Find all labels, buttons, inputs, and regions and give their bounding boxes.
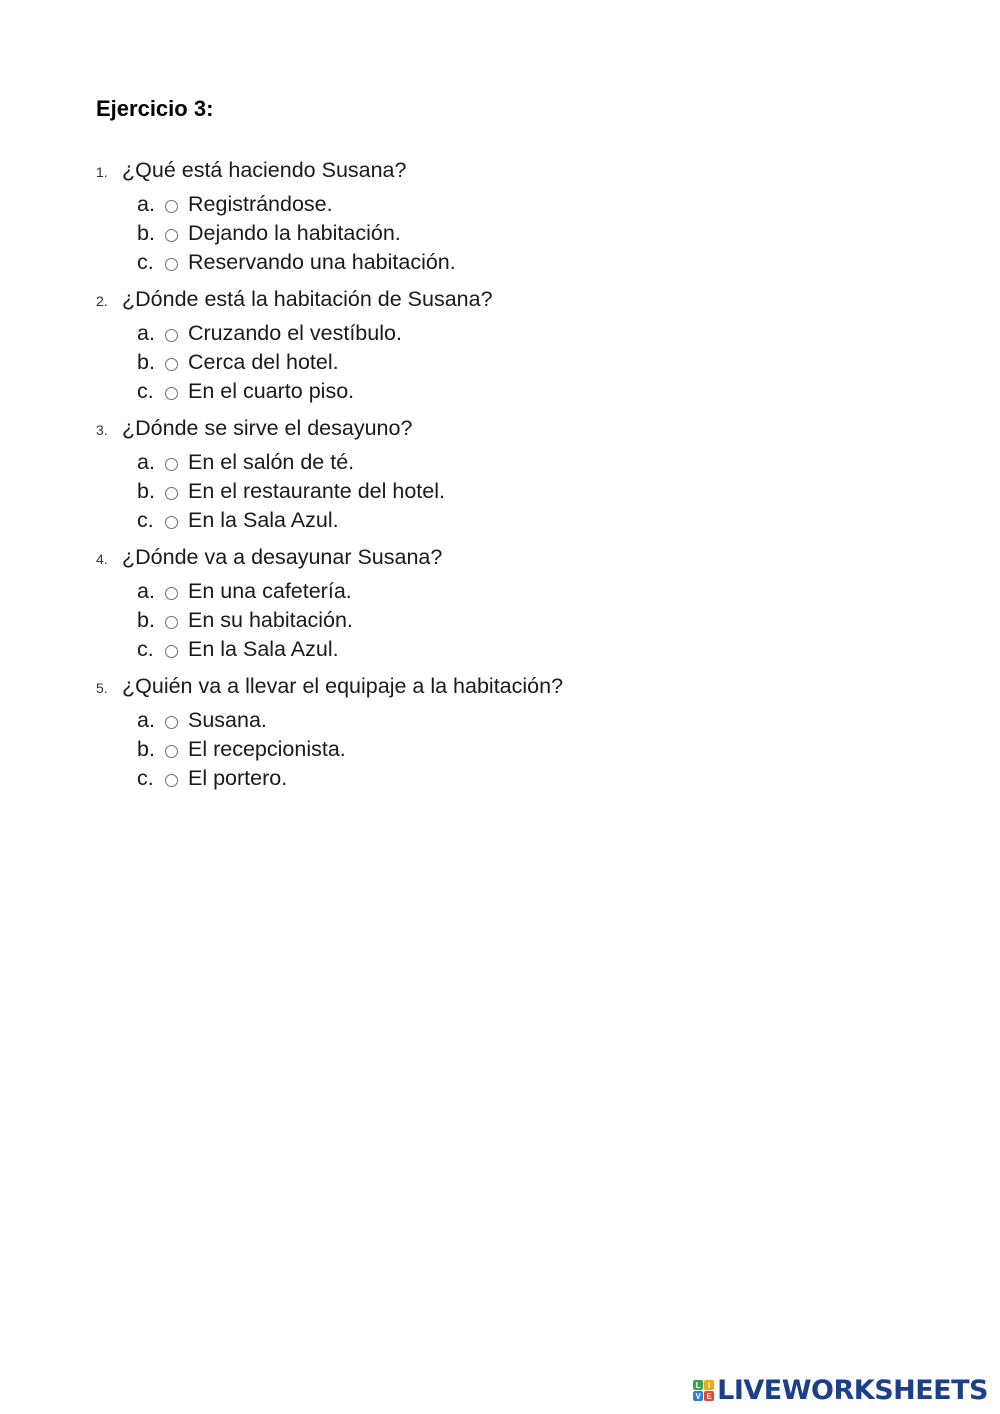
option-letter: b. — [137, 350, 155, 374]
option-text: Reservando una habitación. — [188, 250, 456, 274]
answer-option[interactable] — [96, 735, 896, 764]
option-text: Registrándose. — [188, 192, 333, 216]
logo-mark-square: I — [704, 1380, 714, 1390]
option-letter: c. — [137, 766, 154, 790]
option-text: En su habitación. — [188, 608, 353, 632]
option-letter: b. — [137, 221, 155, 245]
option-text: En la Sala Azul. — [188, 637, 339, 661]
option-letter: b. — [137, 737, 155, 761]
option-text: En la Sala Azul. — [188, 508, 339, 532]
option-text: En el salón de té. — [188, 450, 355, 474]
option-letter: a. — [137, 708, 155, 732]
question-line — [96, 674, 896, 706]
question-item — [96, 416, 896, 535]
radio-button[interactable] — [165, 716, 178, 729]
question-list — [96, 158, 896, 803]
logo-mark-icon — [693, 1380, 714, 1401]
option-letter: a. — [137, 192, 155, 216]
option-text: Susana. — [188, 708, 267, 732]
radio-button[interactable] — [165, 229, 178, 242]
answer-option[interactable] — [96, 190, 896, 219]
question-number: 1. — [96, 164, 108, 180]
question-item — [96, 158, 896, 277]
option-letter: c. — [137, 637, 154, 661]
radio-button[interactable] — [165, 516, 178, 529]
question-line — [96, 545, 896, 577]
option-letter: a. — [137, 321, 155, 345]
answer-option[interactable] — [96, 348, 896, 377]
question-number: 5. — [96, 680, 108, 696]
question-line — [96, 287, 896, 319]
question-number: 2. — [96, 293, 108, 309]
answer-option[interactable] — [96, 706, 896, 735]
question-item — [96, 674, 896, 793]
answer-option[interactable] — [96, 606, 896, 635]
question-number: 3. — [96, 422, 108, 438]
question-text: ¿Quién va a llevar el equipaje a la habitación? — [122, 674, 564, 698]
answer-option[interactable] — [96, 248, 896, 277]
option-text: Dejando la habitación. — [188, 221, 401, 245]
option-text: En el cuarto piso. — [188, 379, 355, 403]
question-text: ¿Qué está haciendo Susana? — [122, 158, 407, 182]
option-letter: b. — [137, 608, 155, 632]
answer-option[interactable] — [96, 448, 896, 477]
option-letter: a. — [137, 450, 155, 474]
answer-option[interactable] — [96, 477, 896, 506]
question-text: ¿Dónde se sirve el desayuno? — [122, 416, 413, 440]
option-text: En una cafetería. — [188, 579, 352, 603]
question-line — [96, 158, 896, 190]
answer-option[interactable] — [96, 764, 896, 793]
option-text: El recepcionista. — [188, 737, 346, 761]
radio-button[interactable] — [165, 587, 178, 600]
radio-button[interactable] — [165, 645, 178, 658]
question-text: ¿Dónde está la habitación de Susana? — [122, 287, 493, 311]
radio-button[interactable] — [165, 487, 178, 500]
logo-mark-square: L — [693, 1380, 703, 1390]
logo-mark-square: E — [704, 1391, 714, 1401]
radio-button[interactable] — [165, 616, 178, 629]
logo-mark-square: V — [693, 1391, 703, 1401]
liveworksheets-logo — [693, 1375, 988, 1406]
radio-button[interactable] — [165, 745, 178, 758]
option-text: Cerca del hotel. — [188, 350, 339, 374]
option-letter: c. — [137, 379, 154, 403]
option-text: En el restaurante del hotel. — [188, 479, 445, 503]
radio-button[interactable] — [165, 200, 178, 213]
answer-option[interactable] — [96, 319, 896, 348]
radio-button[interactable] — [165, 358, 178, 371]
option-letter: a. — [137, 579, 155, 603]
page-title: Ejercicio 3: — [96, 96, 214, 121]
answer-option[interactable] — [96, 219, 896, 248]
option-letter: c. — [137, 508, 154, 532]
radio-button[interactable] — [165, 329, 178, 342]
answer-option[interactable] — [96, 506, 896, 535]
answer-option[interactable] — [96, 635, 896, 664]
question-item — [96, 287, 896, 406]
question-text: ¿Dónde va a desayunar Susana? — [122, 545, 443, 569]
option-text: El portero. — [188, 766, 288, 790]
radio-button[interactable] — [165, 387, 178, 400]
option-text: Cruzando el vestíbulo. — [188, 321, 402, 345]
answer-option[interactable] — [96, 577, 896, 606]
question-line — [96, 416, 896, 448]
radio-button[interactable] — [165, 458, 178, 471]
option-letter: c. — [137, 250, 154, 274]
radio-button[interactable] — [165, 258, 178, 271]
question-item — [96, 545, 896, 664]
logo-text: LIVEWORKSHEETS — [717, 1375, 988, 1406]
answer-option[interactable] — [96, 377, 896, 406]
radio-button[interactable] — [165, 774, 178, 787]
option-letter: b. — [137, 479, 155, 503]
question-number: 4. — [96, 551, 108, 567]
